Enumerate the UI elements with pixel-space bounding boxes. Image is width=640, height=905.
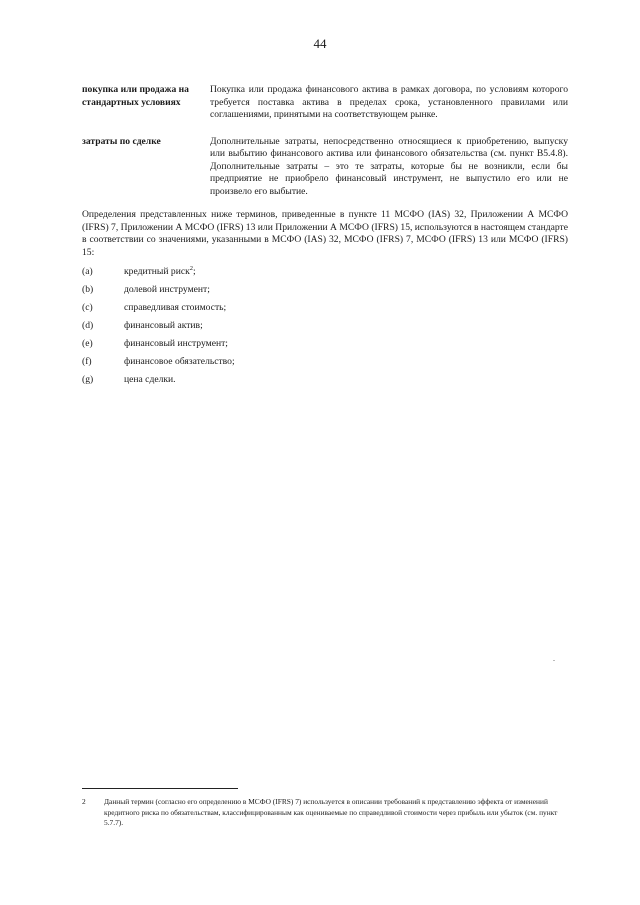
definition-text: Дополнительные затраты, непосредственно относящиеся к приобретению, выпуску или выбытию финансового актива или финансового обязательства (см. пункт B5.4.8). Дополнительные затраты – это те затраты, которые бы не возникли, если бы предприятие не приобрело финансовый инструмент, не выпустило его или не произвело его выбытие.: [210, 135, 568, 197]
definition-term: затраты по сделке: [82, 135, 161, 147]
list-item-text: финансовое обязательство;: [124, 356, 235, 367]
list-item-label: (a): [82, 266, 93, 277]
footnote-reference[interactable]: 2: [189, 264, 194, 272]
list-item: [82, 320, 568, 338]
list-item: [82, 356, 568, 374]
list-item-text: долевой инструмент;: [124, 284, 210, 295]
list-item-label: (b): [82, 284, 94, 295]
list-item-label: (g): [82, 374, 94, 385]
list-item-text: цена сделки.: [124, 374, 176, 385]
footnote-divider: [82, 788, 238, 789]
list-item: [82, 338, 568, 356]
page-number: 44: [313, 36, 327, 51]
definition-row: [82, 136, 568, 199]
footnote-text: Данный термин (согласно его определению в МСФО (IFRS) 7) используется в описании требований к представлению эффекта от изменений кредитного риска по обязательствам, классифицированным как оцениваемые по справедливой стоимости через прибыль или убыток (см. пункт 5.7.7).: [104, 797, 558, 828]
footnote-number: 2: [82, 797, 86, 806]
definition-term: покупка или продажа на стандартных условиях: [82, 84, 189, 108]
scan-speck: [553, 660, 555, 661]
list-item-term: кредитный риск: [124, 266, 190, 277]
list-item-text: [124, 266, 568, 284]
list-item-label: (f): [82, 356, 92, 367]
list-item: [82, 266, 568, 284]
list-item: [82, 284, 568, 302]
definitions-table: [82, 84, 568, 212]
list-item: [82, 374, 568, 392]
footnote: [82, 797, 568, 829]
intro-paragraph: Определения представленных ниже терминов, приведенные в пункте 11 МСФО (IAS) 32, Приложении А МСФО (IFRS) 7, Приложении А МСФО (IFRS) 13 или Приложении А МСФО (IFRS) 15, используются в настоящем стандарте в соответствии со значениями, указанными в МСФО (IAS) 32, МСФО (IFRS) 7, МСФО (IFRS) 13 или МСФО (IFRS) 15:: [82, 209, 568, 258]
list-item-label: (d): [82, 320, 94, 331]
definition-row: [82, 84, 568, 122]
list-item-suffix: ;: [193, 266, 196, 277]
definition-text: Покупка или продажа финансового актива в рамках договора, по условиям которого требуется поставка актива в пределах срока, установленного правилами или соглашениями, принятыми на соответствующем рынке.: [210, 84, 568, 120]
terms-list: [82, 266, 568, 392]
list-item-label: (e): [82, 338, 93, 349]
list-item: [82, 302, 568, 320]
list-item-text: финансовый актив;: [124, 320, 203, 331]
list-item-text: справедливая стоимость;: [124, 302, 227, 313]
list-item-label: (c): [82, 302, 93, 313]
list-item-text: финансовый инструмент;: [124, 338, 228, 349]
